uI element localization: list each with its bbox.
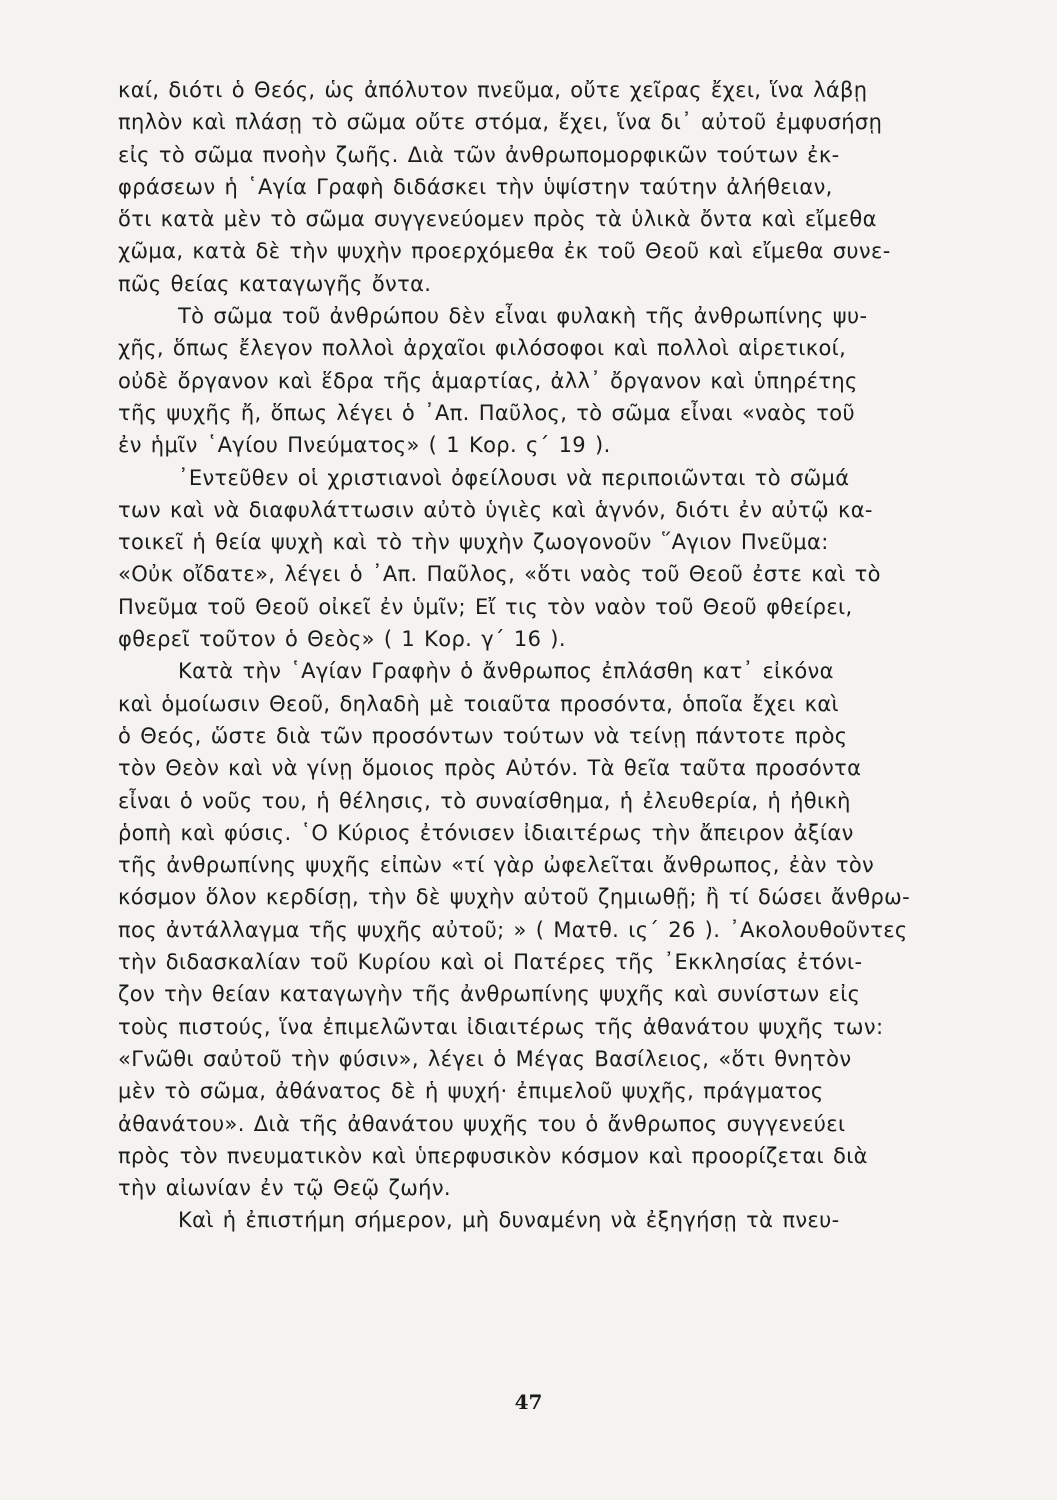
text-line: των καὶ νὰ διαφυλάττωσιν αὐτὸ ὑγιὲς καὶ ἁγνόν, διότι ἐν αὐτῷ κα- xyxy=(118,497,873,522)
text-line: καὶ ὁμοίωσιν Θεοῦ, δηλαδὴ μὲ τοιαῦτα προσόντα, ὁποῖα ἔχει καὶ xyxy=(118,691,839,716)
text-line: τοικεῖ ἡ θεία ψυχὴ καὶ τὸ τὴν ψυχὴν ζωογονοῦν ῞Αγιον Πνεῦμα: xyxy=(118,530,829,555)
paragraph-first-line: Καὶ ἡ ἐπιστήμη σήμερον, μὴ δυναμένη νὰ ἐξηγήσῃ τὰ πνευ- xyxy=(178,1208,840,1233)
text-line: εἰς τὸ σῶμα πνοὴν ζωῆς. Διὰ τῶν ἀνθρωπομορφικῶν τούτων ἐκ- xyxy=(118,142,840,167)
text-line: τοὺς πιστούς, ἵνα ἐπιμελῶνται ἰδιαιτέρως τῆς ἀθανάτου ψυχῆς των: xyxy=(118,1014,884,1039)
text-line: φθερεῖ τοῦτον ὁ Θεὸς» ( 1 Κορ. γ΄ 16 ). xyxy=(118,627,566,652)
text-line: πηλὸν καὶ πλάσῃ τὸ σῶμα οὔτε στόμα, ἔχει, ἵνα δι᾿ αὐτοῦ ἐμφυσήσῃ xyxy=(118,110,883,135)
page-number: 47 xyxy=(514,1390,543,1414)
text-line: πος ἀντάλλαγμα τῆς ψυχῆς αὐτοῦ; » ( Ματθ. ις΄ 26 ). ᾿Ακολουθοῦντες xyxy=(118,917,908,942)
text-line: «Γνῶθι σαὐτοῦ τὴν φύσιν», λέγει ὁ Μέγας Βασίλειος, «ὅτι θνητὸν xyxy=(118,1046,852,1071)
paragraph-first-line: Τὸ σῶμα τοῦ ἀνθρώπου δὲν εἶναι φυλακὴ τῆς ἀνθρωπίνης ψυ- xyxy=(178,304,868,329)
text-line: φράσεων ἡ ῾Αγία Γραφὴ διδάσκει τὴν ὑψίστην ταύτην ἀλήθειαν, xyxy=(118,174,833,199)
text-line: τὸν Θεὸν καὶ νὰ γίνῃ ὅμοιος πρὸς Αὐτόν. Τὰ θεῖα ταῦτα προσόντα xyxy=(118,756,862,781)
text-line: καί, διότι ὁ Θεός, ὡς ἀπόλυτον πνεῦμα, οὔτε χεῖρας ἔχει, ἵνα λάβῃ xyxy=(118,78,868,102)
paragraph-first-line: Κατὰ τὴν ῾Αγίαν Γραφὴν ὁ ἄνθρωπος ἐπλάσθη κατ᾿ εἰκόνα xyxy=(178,659,834,684)
text-line: τὴν διδασκαλίαν τοῦ Κυρίου καὶ οἱ Πατέρες τῆς ᾿Εκκλησίας ἐτόνι- xyxy=(118,950,863,975)
text-line: χῶμα, κατὰ δὲ τὴν ψυχὴν προερχόμεθα ἐκ τοῦ Θεοῦ καὶ εἴμεθα συνε- xyxy=(118,239,891,264)
text-line: ῥοπὴ καὶ φύσις. ῾Ο Κύριος ἐτόνισεν ἰδιαιτέρως τὴν ἄπειρον ἀξίαν xyxy=(118,820,854,845)
text-line: χῆς, ὅπως ἔλεγον πολλοὶ ἀρχαῖοι φιλόσοφοι καὶ πολλοὶ αἱρετικοί, xyxy=(118,336,847,361)
text-line: πῶς θείας καταγωγῆς ὄντα. xyxy=(118,271,432,296)
text-line: ζον τὴν θείαν καταγωγὴν τῆς ἀνθρωπίνης ψυχῆς καὶ συνίστων εἰς xyxy=(118,982,861,1007)
text-line: μὲν τὸ σῶμα, ἀθάνατος δὲ ἡ ψυχή· ἐπιμελοῦ ψυχῆς, πράγματος xyxy=(118,1079,824,1104)
text-line: εἶναι ὁ νοῦς του, ἡ θέλησις, τὸ συναίσθημα, ἡ ἐλευθερία, ἡ ἠθικὴ xyxy=(118,788,851,813)
text-line: ὅτι κατὰ μὲν τὸ σῶμα συγγενεύομεν πρὸς τὰ ὑλικὰ ὄντα καὶ εἴμεθα xyxy=(118,207,877,232)
text-line: ὁ Θεός, ὥστε διὰ τῶν προσόντων τούτων νὰ τείνῃ πάντοτε πρὸς xyxy=(118,723,848,748)
text-line: τῆς ἀνθρωπίνης ψυχῆς εἰπὼν «τί γὰρ ὠφελεῖται ἄνθρωπος, ἐὰν τὸν xyxy=(118,853,875,878)
body-text xyxy=(118,74,992,1237)
text-line: τῆς ψυχῆς ἤ, ὅπως λέγει ὁ ᾿Απ. Παῦλος, τὸ σῶμα εἶναι «ναὸς τοῦ xyxy=(118,400,855,425)
text-line: οὐδὲ ὄργανον καὶ ἕδρα τῆς ἁμαρτίας, ἀλλ᾿ ὄργανον καὶ ὑπηρέτης xyxy=(118,368,858,393)
text-line: ἀθανάτου». Διὰ τῆς ἀθανάτου ψυχῆς του ὁ ἄνθρωπος συγγενεύει xyxy=(118,1111,846,1136)
text-line: πρὸς τὸν πνευματικὸν καὶ ὑπερφυσικὸν κόσμον καὶ προορίζεται διὰ xyxy=(118,1143,868,1168)
text-line: «Οὐκ οἴδατε», λέγει ὁ ᾿Απ. Παῦλος, «ὅτι ναὸς τοῦ Θεοῦ ἐστε καὶ τὸ xyxy=(118,562,881,587)
text-line: τὴν αἰωνίαν ἐν τῷ Θεῷ ζωήν. xyxy=(118,1176,451,1201)
text-line: κόσμον ὅλον κερδίσῃ, τὴν δὲ ψυχὴν αὐτοῦ ζημιωθῇ; ἢ τί δώσει ἄνθρω- xyxy=(118,885,911,910)
text-line: ἐν ἡμῖν ῾Αγίου Πνεύματος» ( 1 Κορ. ς΄ 19 ). xyxy=(118,433,611,458)
paragraph-first-line: ᾿Εντεῦθεν οἱ χριστιανοὶ ὀφείλουσι νὰ περιποιῶνται τὸ σῶμά xyxy=(178,465,850,490)
text-line: Πνεῦμα τοῦ Θεοῦ οἰκεῖ ἐν ὑμῖν; Εἴ τις τὸν ναὸν τοῦ Θεοῦ φθείρει, xyxy=(118,594,853,619)
